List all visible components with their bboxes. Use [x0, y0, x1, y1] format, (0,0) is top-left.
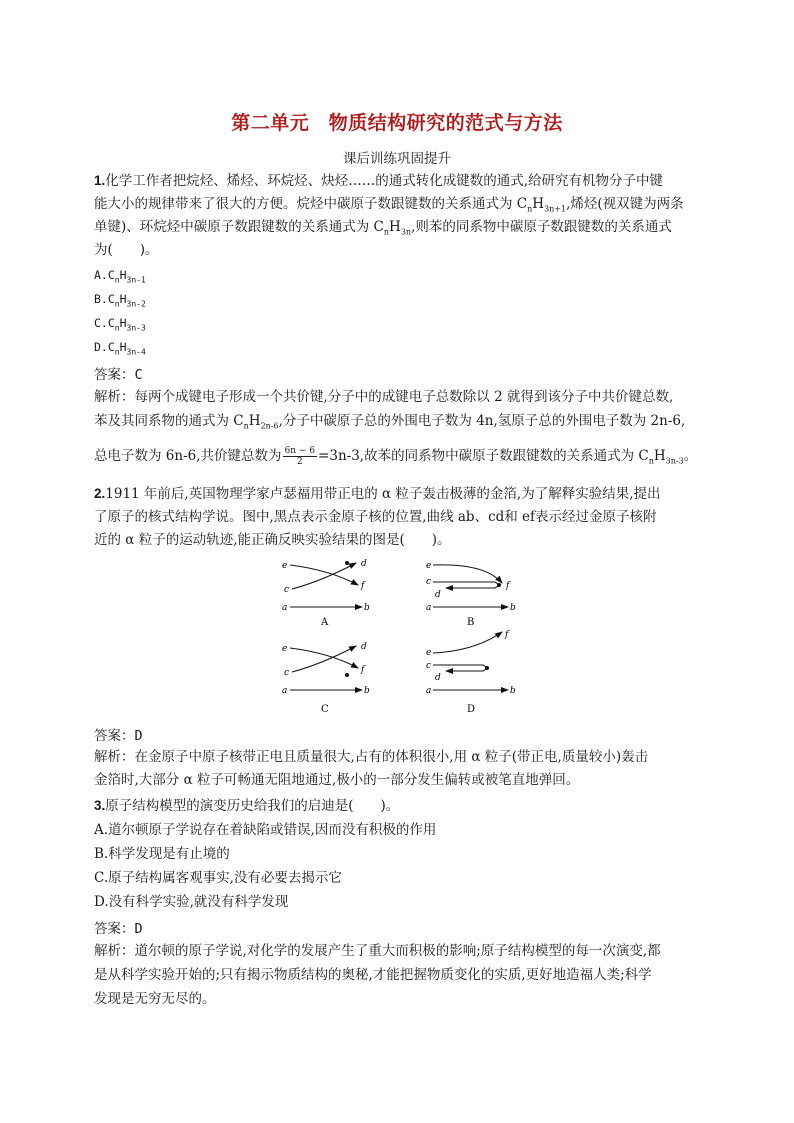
q3-option-c: C.原子结构属客观事实,没有必要去揭示它: [94, 870, 342, 886]
alpha-scattering-figure: [270, 555, 530, 720]
q1-number: 1.: [94, 173, 106, 188]
label-diagram-b: B: [467, 617, 475, 628]
q1-option-a: $A.C_nH_{3n-1}$: [94, 268, 146, 285]
q2-number: 2.: [94, 486, 106, 501]
svg-text:e: e: [426, 561, 432, 571]
q3-answer: 答案：D: [94, 921, 143, 937]
svg-text:d: d: [361, 642, 367, 652]
diagram-b: [426, 561, 516, 628]
q1-answer: 答案：C: [94, 367, 143, 383]
page-subtitle: 课后训练巩固提升: [343, 151, 451, 167]
q1-line-3: 单键)、环烷烃中碳原子数跟键数的关系通式为 $C_nH_{3n}$,则苯的同系物中碳原子数跟键数的关系通式: [94, 219, 672, 237]
label-e: e: [282, 561, 288, 571]
svg-text:c: c: [284, 668, 290, 678]
label-d: d: [361, 559, 367, 569]
svg-text:a: a: [282, 686, 288, 696]
q2-answer: 答案：D: [94, 728, 143, 744]
q1-explanation-1: 解析：每两个成键电子形成一个共价键,分子中的成键电子总数除以 2 就得到该分子中共价键总数,: [94, 389, 674, 405]
q1-explanation-2: 苯及其同系物的通式为 $C_nH_{2n-6}$,分子中碳原子总的外围电子数为 4n,氢原子总的外围电子数为 2n-6,: [94, 413, 686, 431]
q3-number: 3.: [94, 798, 106, 813]
label-b: b: [364, 603, 370, 613]
label-f: f: [361, 581, 365, 591]
q3-option-d: D.没有科学实验,就没有科学发现: [94, 894, 289, 910]
q3-explanation-3: 发现是无穷无尽的。: [94, 991, 216, 1007]
q1-option-b: $B.C_nH_{3n-2}$: [94, 292, 146, 309]
q1-option-c: $C.C_nH_{3n-3}$: [94, 316, 146, 333]
svg-text:b: b: [510, 686, 516, 696]
label-diagram-c: C: [321, 704, 329, 715]
q3-explanation-2: 是从科学实验开始的;只有揭示物质结构的奥秘,才能把握物质变化的实质,更好地造福人类;科学: [94, 967, 652, 983]
svg-text:d: d: [435, 590, 441, 600]
fraction: $\frac{6n - 6}{2}$: [284, 446, 316, 467]
q2-line-2: 了原子的核式结构学说。图中,黑点表示金原子核的位置,曲线 ab、cd和 ef表示经过金原子核附: [94, 509, 657, 525]
q3-explanation-1: 解析：道尔顿的原子学说,对化学的发展产生了重大而积极的影响;原子结构模型的每一次演变,都: [94, 943, 661, 959]
page-title: 第二单元 物质结构研究的范式与方法: [231, 112, 563, 134]
q2-explanation-2: 金箔时,大部分 α 粒子可畅通无阻地通过,极小的一部分发生偏转或被笔直地弹回。: [94, 772, 580, 788]
svg-text:b: b: [364, 686, 370, 696]
svg-text:b: b: [510, 603, 516, 613]
svg-text:c: c: [426, 577, 432, 587]
svg-text:a: a: [426, 603, 432, 613]
svg-text:e: e: [282, 644, 288, 654]
label-a: a: [282, 603, 288, 613]
label-diagram-a: A: [321, 617, 329, 628]
q3-option-b: B.科学发现是有止境的: [94, 846, 230, 862]
svg-text:e: e: [426, 648, 432, 658]
svg-text:d: d: [435, 673, 441, 683]
svg-text:f: f: [506, 581, 510, 591]
svg-text:c: c: [426, 661, 432, 671]
q1-line-4: 为( )。: [94, 242, 159, 258]
q2-explanation-1: 解析：在金原子中原子核带正电且质量很大,占有的体积很小,用 α 粒子(带正电,质量较小)轰击: [94, 749, 649, 765]
diagram-c: [282, 642, 370, 715]
label-diagram-d: D: [467, 704, 476, 715]
q3-option-a: A.道尔顿原子学说存在着缺陷或错误,因而没有积极的作用: [94, 822, 437, 838]
q2-line-3: 近的 α 粒子的运动轨迹,能正确反映实验结果的图是( )。: [94, 532, 451, 548]
q2-line-1: 2.1911 年前后,英国物理学家卢瑟福用带正电的 α 粒子轰击极薄的金箔,为了解释实验结果,提出: [94, 486, 661, 502]
q1-line-2: 能大小的规律带来了很大的方便。烷烃中碳原子数跟键数的关系通式为 $C_nH_{3n+1}$,烯烃(视双键为两条: [94, 196, 684, 214]
q3-line-1: 3.原子结构模型的演变历史给我们的启迪是( )。: [94, 798, 400, 814]
svg-text:f: f: [361, 665, 365, 675]
q1-option-d: $D.C_nH_{3n-4}$: [94, 340, 146, 357]
svg-text:a: a: [426, 686, 432, 696]
label-c: c: [284, 585, 290, 595]
svg-text:f: f: [505, 630, 509, 640]
q1-line-1: 1.化学工作者把烷烃、烯烃、环烷烃、炔烃……的通式转化成键数的通式,给研究有机物分子中键: [94, 173, 664, 189]
diagram-a: [282, 559, 370, 628]
q1-explanation-3: 总电子数为 6n-6,共价键总数为 $\frac{6n - 6}{2}$ =3n-3,故苯的同系物中碳原子数跟键数的关系通式为 $C_nH_{3n-3}$。: [94, 446, 698, 467]
diagram-d: [426, 630, 516, 715]
